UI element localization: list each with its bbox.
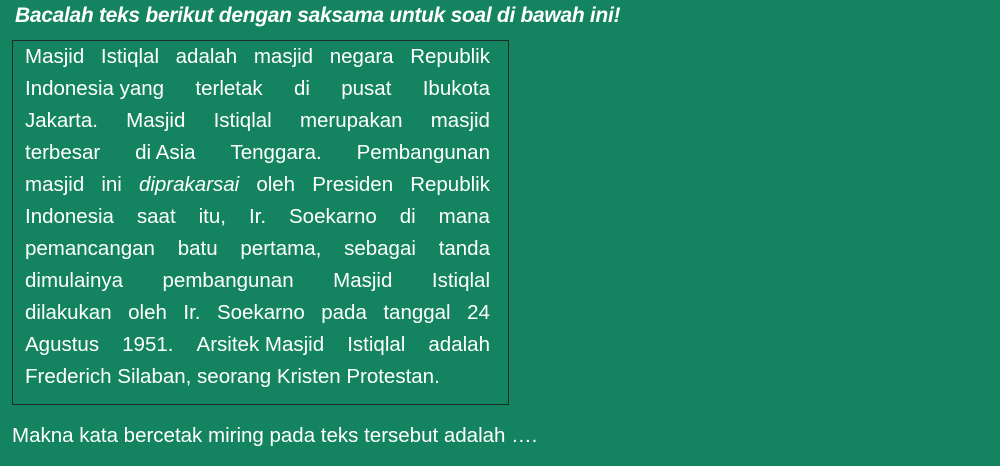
passage-word: pusat bbox=[341, 77, 392, 100]
passage-word: pemancangan bbox=[25, 237, 155, 260]
instruction-heading: Bacalah teks berikut dengan saksama untuk soal di bawah ini! bbox=[15, 4, 621, 27]
passage-word: masjid bbox=[25, 173, 85, 196]
passage-word: oleh bbox=[128, 301, 167, 324]
passage-word: masjid bbox=[430, 109, 490, 132]
passage-word: adalah bbox=[428, 333, 490, 356]
passage-word: ini bbox=[101, 173, 122, 196]
passage-word: negara bbox=[329, 45, 394, 68]
passage-word: Masjid bbox=[126, 109, 186, 132]
passage-line bbox=[25, 41, 490, 73]
passage-word: merupakan bbox=[299, 109, 403, 132]
passage-word: Ir. bbox=[183, 301, 201, 324]
passage-word: Republik bbox=[410, 45, 490, 68]
passage-word: dilakukan bbox=[25, 301, 112, 324]
passage-word: Arsitek Masjid bbox=[196, 333, 325, 356]
passage-line bbox=[25, 297, 490, 329]
question-text: Makna kata bercetak miring pada teks tersebut adalah …. bbox=[12, 424, 538, 447]
passage-word: saat bbox=[136, 205, 176, 228]
passage-word: Indonesia bbox=[25, 205, 114, 228]
passage-word: terletak bbox=[195, 77, 263, 100]
passage-line bbox=[25, 105, 490, 137]
passage-word: Tenggara. bbox=[230, 141, 322, 164]
passage-word: di Asia bbox=[135, 141, 196, 164]
passage-word: pertama, bbox=[240, 237, 322, 260]
passage-word: Istiqlal bbox=[213, 109, 272, 132]
passage-line bbox=[25, 265, 490, 297]
passage-line bbox=[25, 233, 490, 265]
passage-word: Soekarno bbox=[216, 301, 305, 324]
passage-word: di bbox=[399, 205, 416, 228]
passage-line bbox=[25, 137, 490, 169]
passage-word: Presiden bbox=[312, 173, 394, 196]
passage-word: dimulainya bbox=[25, 269, 123, 292]
passage-word: pada bbox=[321, 301, 367, 324]
passage-word: Pembangunan bbox=[356, 141, 490, 164]
passage-word: di bbox=[293, 77, 310, 100]
passage-word: Frederich Silaban, seorang Kristen Protestan. bbox=[25, 365, 440, 388]
passage-line bbox=[25, 361, 490, 393]
passage-word: Agustus bbox=[25, 333, 100, 356]
passage-word: Istiqlal bbox=[431, 269, 490, 292]
passage-box bbox=[12, 40, 509, 405]
passage-word: Ir. bbox=[248, 205, 267, 228]
passage-word: tanda bbox=[438, 237, 490, 260]
passage-word: Indonesia yang bbox=[25, 77, 165, 100]
passage-line bbox=[25, 169, 490, 201]
passage-word: adalah bbox=[175, 45, 238, 68]
passage-word: Masjid bbox=[25, 45, 85, 68]
passage-word: mana bbox=[438, 205, 490, 228]
passage-word: Istiqlal bbox=[100, 45, 159, 68]
passage-word: 24 bbox=[467, 301, 490, 324]
passage-word: batu bbox=[177, 237, 218, 260]
passage-word: oleh bbox=[256, 173, 296, 196]
passage-word: 1951. bbox=[122, 333, 174, 356]
passage-word: Istiqlal bbox=[347, 333, 406, 356]
passage-word: terbesar bbox=[25, 141, 101, 164]
passage-word: masjid bbox=[253, 45, 314, 68]
passage-word: Ibukota bbox=[422, 77, 490, 100]
passage-word: Republik bbox=[410, 173, 490, 196]
passage-line bbox=[25, 329, 490, 361]
passage-word: Masjid bbox=[333, 269, 393, 292]
passage-line bbox=[25, 73, 490, 105]
passage-word: itu, bbox=[198, 205, 226, 228]
passage-word: Jakarta. bbox=[25, 109, 98, 132]
passage-word: pembangunan bbox=[162, 269, 294, 292]
passage-word: sebagai bbox=[344, 237, 416, 260]
passage-line bbox=[25, 201, 490, 233]
passage-word: tanggal bbox=[383, 301, 451, 324]
italic-word: diprakarsai bbox=[138, 173, 240, 196]
passage-word: Soekarno bbox=[289, 205, 377, 228]
